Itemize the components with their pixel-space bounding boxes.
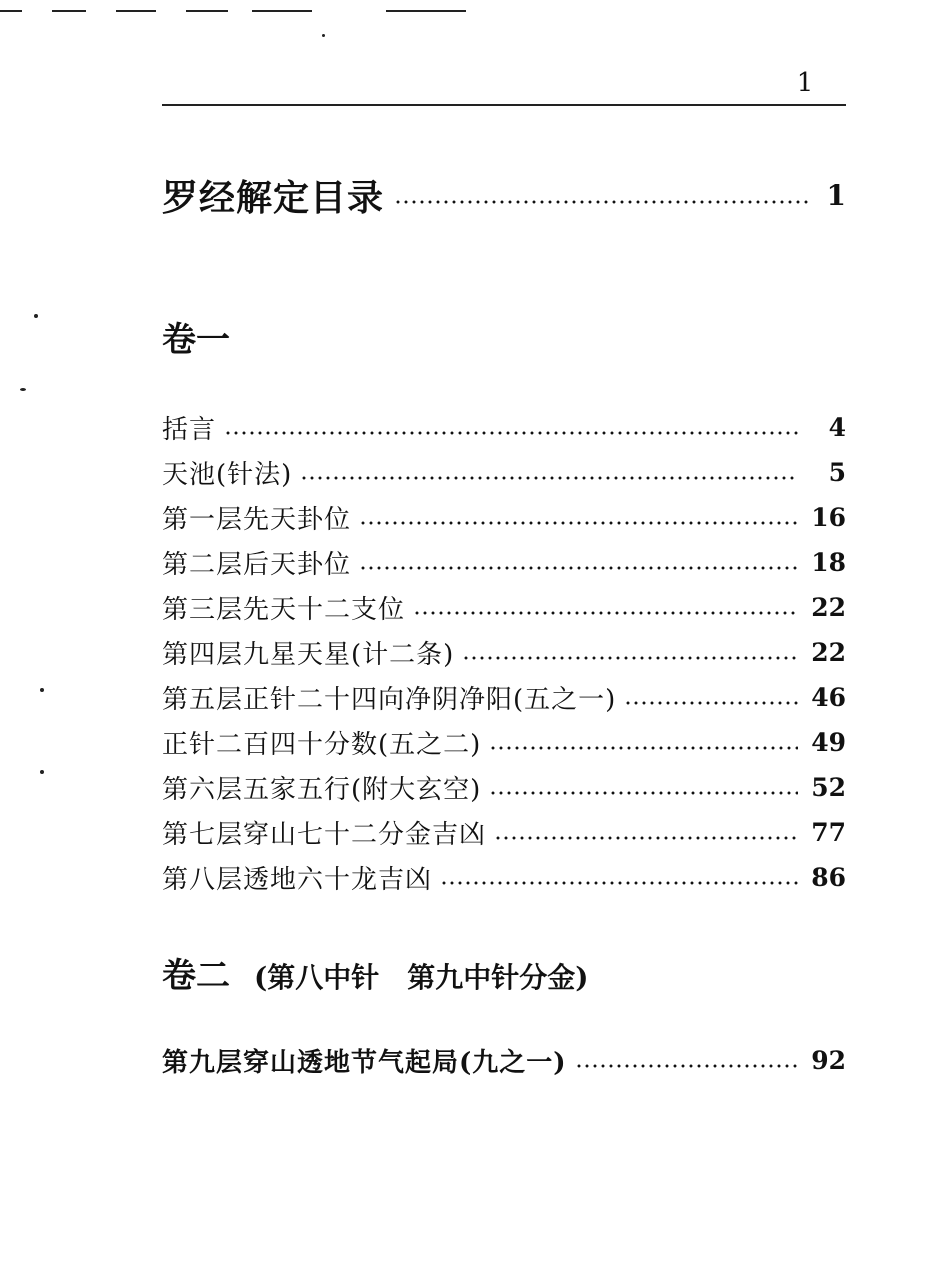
toc-title-row xyxy=(162,172,846,218)
entry-label: 第八层透地六十龙吉凶 xyxy=(162,865,433,895)
entry-label: 第五层正针二十四向净阴净阳(五之一) xyxy=(162,685,617,715)
toc-entry[interactable] xyxy=(162,405,846,450)
entry-label: 第九层穿山透地节气起局(九之一) xyxy=(162,1048,567,1078)
entry-page: 22 xyxy=(811,638,846,667)
scan-speck xyxy=(40,688,44,692)
top-scan-dashes xyxy=(0,10,500,14)
volume2-heading-row xyxy=(162,948,589,997)
toc-entry[interactable] xyxy=(162,630,846,675)
toc-entry[interactable] xyxy=(162,1038,846,1083)
leader-dots xyxy=(413,611,798,615)
entry-label: 第六层五家五行(附大玄空) xyxy=(162,775,482,805)
entry-page: 52 xyxy=(811,773,846,802)
toc-entry[interactable] xyxy=(162,855,846,900)
scan-speck xyxy=(40,770,44,774)
leader-dots xyxy=(394,200,812,204)
entry-page: 92 xyxy=(811,1046,846,1075)
leader-dots xyxy=(440,881,798,885)
entry-page: 49 xyxy=(811,728,846,757)
entry-label: 括言 xyxy=(162,415,217,445)
leader-dots xyxy=(489,746,798,750)
scan-speck xyxy=(322,34,325,37)
entry-page: 46 xyxy=(811,683,846,712)
toc-title: 罗经解定目录 xyxy=(162,177,385,219)
leader-dots xyxy=(224,431,798,435)
entry-page: 86 xyxy=(811,863,846,892)
leader-dots xyxy=(575,1064,798,1068)
toc-entry[interactable] xyxy=(162,540,846,585)
entry-label: 第一层先天卦位 xyxy=(162,505,352,535)
leader-dots xyxy=(489,791,798,795)
entry-label: 第七层穿山七十二分金吉凶 xyxy=(162,820,487,850)
leader-dots xyxy=(494,836,798,840)
leader-dots xyxy=(300,476,798,480)
entry-page: 18 xyxy=(811,548,846,577)
entry-page: 16 xyxy=(811,503,846,532)
toc-entry[interactable] xyxy=(162,765,846,810)
volume2-entries xyxy=(162,1038,846,1083)
volume2-note: (第八中针 第九中针分金) xyxy=(254,961,589,994)
entry-label: 第三层先天十二支位 xyxy=(162,595,406,625)
toc-entry[interactable] xyxy=(162,810,846,855)
entry-label: 第二层后天卦位 xyxy=(162,550,352,580)
leader-dots xyxy=(359,521,798,525)
toc-title-page: 1 xyxy=(826,178,846,212)
entry-label: 第四层九星天星(计二条) xyxy=(162,640,455,670)
toc-entry[interactable] xyxy=(162,720,846,765)
volume1-heading: 卷一 xyxy=(162,320,230,360)
leader-dots xyxy=(462,656,798,660)
entry-label: 天池(针法) xyxy=(162,460,293,490)
leader-dots xyxy=(359,566,798,570)
entry-page: 4 xyxy=(828,413,846,442)
leader-dots xyxy=(624,701,798,705)
toc-entry[interactable] xyxy=(162,495,846,540)
entry-page: 22 xyxy=(811,593,846,622)
volume2-heading: 卷二 xyxy=(162,956,230,996)
volume1-entries xyxy=(162,405,846,900)
header-rule xyxy=(162,104,846,106)
page-number: 1 xyxy=(796,68,814,98)
toc-entry[interactable] xyxy=(162,675,846,720)
entry-page: 77 xyxy=(811,818,846,847)
entry-page: 5 xyxy=(828,458,846,487)
toc-entry[interactable] xyxy=(162,585,846,630)
entry-label: 正针二百四十分数(五之二) xyxy=(162,730,482,760)
toc-entry[interactable] xyxy=(162,450,846,495)
scan-speck xyxy=(34,314,38,318)
scan-speck xyxy=(20,388,26,391)
